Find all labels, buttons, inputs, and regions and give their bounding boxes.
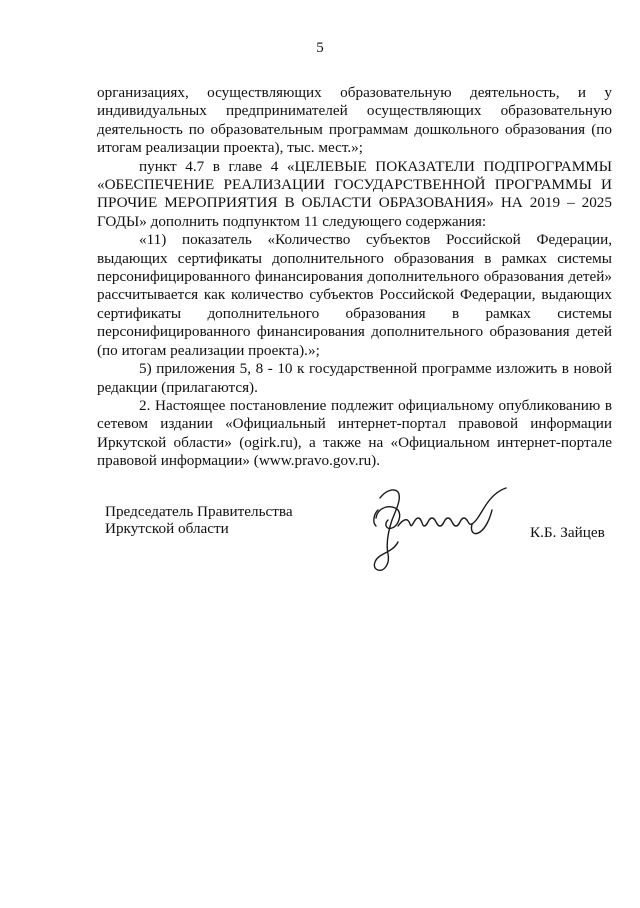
signatory-position-line1: Председатель Правительства	[105, 503, 293, 520]
document-body	[97, 84, 612, 471]
paragraph-item-5: 5) приложения 5, 8 - 10 к государственной программе изложить в новой редакции (прилагаются).	[97, 360, 612, 396]
handwritten-signature	[358, 480, 518, 580]
paragraph-subitem-11: «11) показатель «Количество субъектов Российской Федерации, выдающих сертификаты дополнительного образования в рамках системы персонифицированного финансирования дополнительного образования детей» рассчитывается как количество субъектов Российской Федерации, выдающих сертификаты дополнительного образования в рамках системы персонифицированного финансирования дополнительного образования детей (по итогам реализации проекта).»;	[97, 231, 612, 359]
paragraph-continuation: организациях, осуществляющих образовательную деятельность, и у индивидуальных предпринимателей осуществляющих образовательную деятельность по образовательным программам дошкольного образования (по итогам реализации проекта), тыс. мест.»;	[97, 84, 612, 157]
signatory-name: К.Б. Зайцев	[530, 524, 605, 541]
signatory-position-line2: Иркутской области	[105, 520, 229, 537]
signatory-position	[105, 503, 293, 537]
page-number: 5	[316, 40, 324, 56]
paragraph-item-2-publication: 2. Настоящее постановление подлежит официальному опубликованию в сетевом издании «Официальный интернет-портал правовой информации Иркутской области» (ogirk.ru), а также на «Официальном интернет-портале правовой информации» (www.pravo.gov.ru).	[97, 396, 612, 470]
paragraph-item-4-7: пункт 4.7 в главе 4 «ЦЕЛЕВЫЕ ПОКАЗАТЕЛИ ПОДПРОГРАММЫ «ОБЕСПЕЧЕНИЕ РЕАЛИЗАЦИИ ГОСУДАРСТВЕННОЙ ПРОГРАММЫ И ПРОЧИЕ МЕРОПРИЯТИЯ В ОБЛАСТИ ОБРАЗОВАНИЯ» НА 2019 – 2025 ГОДЫ» дополнить подпунктом 11 следующего содержания:	[97, 157, 612, 230]
